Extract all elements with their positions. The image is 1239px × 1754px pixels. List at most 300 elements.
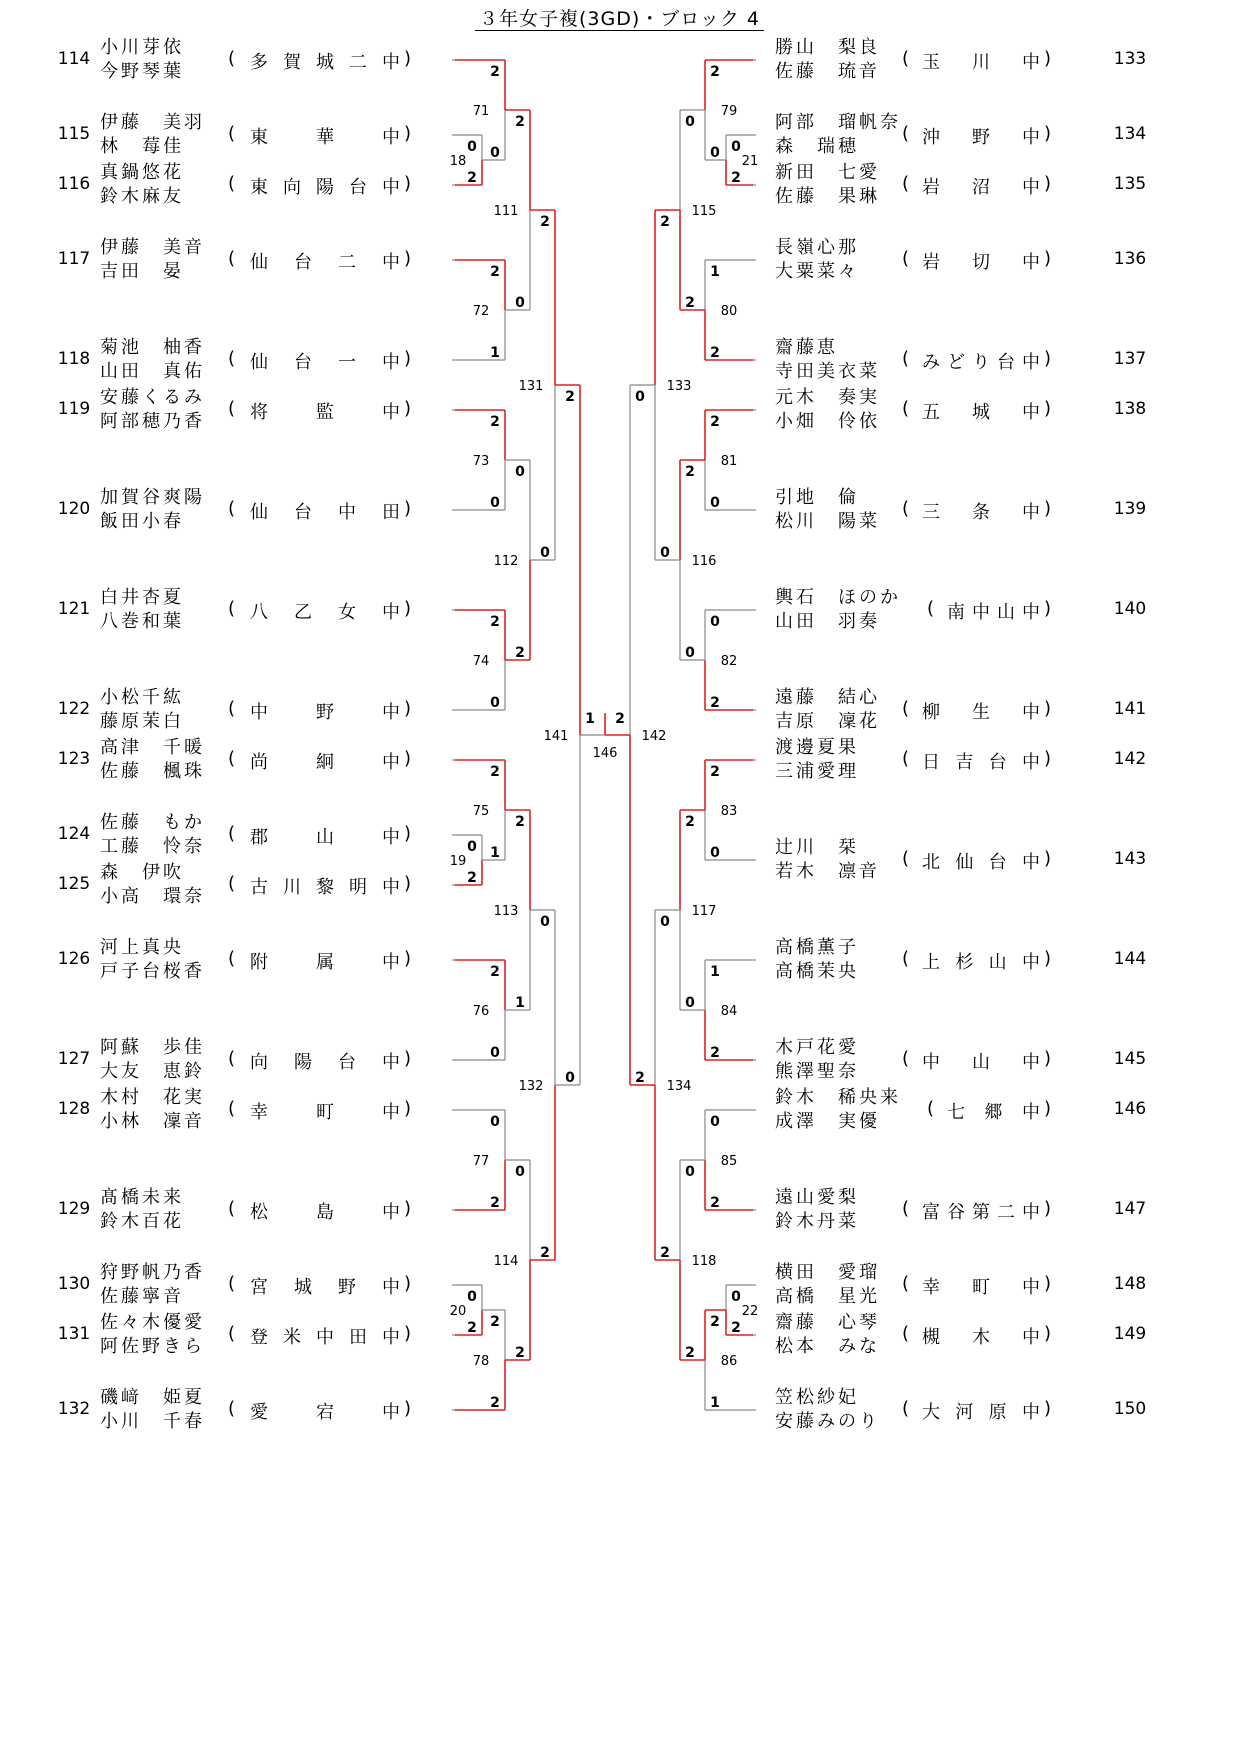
score-top: 0 bbox=[710, 1114, 720, 1130]
match-number: 73 bbox=[472, 454, 490, 469]
entry-number: 138 bbox=[1113, 399, 1147, 419]
player-2: 松本 みな bbox=[775, 1336, 880, 1357]
paren-close: ) bbox=[404, 823, 412, 844]
score-top: 0 bbox=[515, 464, 525, 480]
paren-open: ( bbox=[902, 173, 910, 194]
paren-close: ) bbox=[1044, 173, 1052, 194]
entry-number: 133 bbox=[1113, 49, 1147, 69]
paren-open: ( bbox=[927, 598, 935, 619]
school-text: 岩切中 bbox=[922, 252, 1040, 273]
score-top: 0 bbox=[660, 914, 670, 930]
player-1: 阿部 瑠帆奈 bbox=[775, 112, 901, 133]
score-top: 2 bbox=[685, 814, 695, 830]
score-top: 2 bbox=[490, 64, 500, 80]
paren-close: ) bbox=[1044, 598, 1052, 619]
player-1: 森 伊吹 bbox=[100, 862, 184, 883]
score-top: 2 bbox=[660, 214, 670, 230]
paren-open: ( bbox=[228, 398, 236, 419]
school-text: 多賀城二中 bbox=[250, 52, 400, 73]
player-1: 元木 奏実 bbox=[775, 387, 880, 408]
entry-number: 148 bbox=[1113, 1274, 1147, 1294]
score-bottom: 2 bbox=[515, 645, 525, 661]
match-number: 84 bbox=[720, 1004, 738, 1019]
school-text: 古川黎明中 bbox=[250, 877, 400, 898]
score-bottom: 0 bbox=[660, 545, 670, 561]
school-text: 仙台一中 bbox=[250, 352, 400, 373]
paren-close: ) bbox=[404, 1048, 412, 1069]
player-1: 齋藤恵 bbox=[775, 337, 838, 358]
paren-close: ) bbox=[1044, 123, 1052, 144]
match-number: 79 bbox=[720, 104, 738, 119]
match-number: 118 bbox=[691, 1254, 717, 1269]
score-top: 2 bbox=[685, 464, 695, 480]
match-number: 74 bbox=[472, 654, 490, 669]
school-text: 幸町中 bbox=[250, 1102, 400, 1123]
school-text: 郡山中 bbox=[250, 827, 400, 848]
score-bottom: 0 bbox=[540, 545, 550, 561]
player-2: 八巻和葉 bbox=[100, 611, 184, 632]
school-text: 愛宕中 bbox=[250, 1402, 400, 1423]
final-score-right: 2 bbox=[615, 711, 625, 727]
score-top: 0 bbox=[685, 1164, 695, 1180]
entry-number: 115 bbox=[57, 124, 91, 144]
player-1: 鈴木 稀央来 bbox=[775, 1087, 901, 1108]
score-bottom: 0 bbox=[685, 645, 695, 661]
school-text: 宮城野中 bbox=[250, 1277, 400, 1298]
player-1: 加賀谷爽陽 bbox=[100, 487, 205, 508]
paren-open: ( bbox=[228, 498, 236, 519]
match-number: 72 bbox=[472, 304, 490, 319]
player-2: 高橋茉央 bbox=[775, 961, 859, 982]
score-bottom: 1 bbox=[490, 845, 500, 861]
entry-number: 128 bbox=[57, 1099, 91, 1119]
player-2: 安藤みのり bbox=[775, 1411, 880, 1432]
score-top: 1 bbox=[710, 964, 720, 980]
paren-close: ) bbox=[404, 48, 412, 69]
player-1: 木戸花愛 bbox=[775, 1037, 859, 1058]
entry-number: 150 bbox=[1113, 1399, 1147, 1419]
school-text: 五城中 bbox=[922, 402, 1040, 423]
paren-close: ) bbox=[1044, 1048, 1052, 1069]
entry-number: 132 bbox=[57, 1399, 91, 1419]
score-bottom: 2 bbox=[490, 1395, 500, 1411]
paren-close: ) bbox=[404, 948, 412, 969]
score-bottom: 2 bbox=[710, 1195, 720, 1211]
match-number: 83 bbox=[720, 804, 738, 819]
match-number: 20 bbox=[449, 1304, 467, 1319]
score-bottom: 2 bbox=[710, 1045, 720, 1061]
player-2: 藤原茉白 bbox=[100, 711, 184, 732]
player-2: 吉田 晏 bbox=[100, 261, 184, 282]
entry-number: 131 bbox=[57, 1324, 91, 1344]
score-bottom: 0 bbox=[490, 495, 500, 511]
score-bottom: 1 bbox=[710, 1395, 720, 1411]
player-1: 伊藤 美羽 bbox=[100, 112, 205, 133]
score-bottom: 0 bbox=[685, 995, 695, 1011]
player-1: 笠松紗妃 bbox=[775, 1387, 859, 1408]
score-bottom: 2 bbox=[685, 1345, 695, 1361]
score-bottom: 2 bbox=[467, 1320, 477, 1336]
paren-open: ( bbox=[902, 1048, 910, 1069]
score-bottom: 0 bbox=[710, 145, 720, 161]
player-2: 若木 凛音 bbox=[775, 861, 880, 882]
school-text: 中野中 bbox=[250, 702, 400, 723]
player-1: 木村 花実 bbox=[100, 1087, 205, 1108]
paren-close: ) bbox=[404, 748, 412, 769]
paren-close: ) bbox=[404, 398, 412, 419]
paren-open: ( bbox=[902, 48, 910, 69]
paren-open: ( bbox=[228, 1273, 236, 1294]
player-2: 寺田美衣菜 bbox=[775, 361, 880, 382]
match-number: 19 bbox=[449, 854, 467, 869]
paren-close: ) bbox=[1044, 398, 1052, 419]
match-number: 81 bbox=[720, 454, 738, 469]
paren-open: ( bbox=[228, 48, 236, 69]
final-match-number: 146 bbox=[592, 746, 618, 761]
match-number: 78 bbox=[472, 1354, 490, 1369]
paren-open: ( bbox=[228, 1098, 236, 1119]
school-text: 槻木中 bbox=[922, 1327, 1040, 1348]
paren-open: ( bbox=[902, 698, 910, 719]
school-text: 中山中 bbox=[922, 1052, 1040, 1073]
school-text: 仙台二中 bbox=[250, 252, 400, 273]
match-number: 132 bbox=[518, 1079, 544, 1094]
match-number: 22 bbox=[741, 1304, 759, 1319]
score-top: 1 bbox=[710, 264, 720, 280]
player-1: 勝山 梨良 bbox=[775, 37, 880, 58]
entry-number: 123 bbox=[57, 749, 91, 769]
paren-close: ) bbox=[404, 1323, 412, 1344]
match-number: 113 bbox=[493, 904, 519, 919]
player-2: 佐藤寧音 bbox=[100, 1286, 184, 1307]
player-2: 小高 環奈 bbox=[100, 886, 205, 907]
player-2: 工藤 怜奈 bbox=[100, 836, 205, 857]
paren-close: ) bbox=[404, 1273, 412, 1294]
paren-open: ( bbox=[902, 123, 910, 144]
score-bottom: 2 bbox=[710, 695, 720, 711]
score-bottom: 2 bbox=[540, 1245, 550, 1261]
paren-close: ) bbox=[1044, 348, 1052, 369]
match-number: 134 bbox=[666, 1079, 692, 1094]
player-2: 大粟菜々 bbox=[775, 261, 859, 282]
player-2: 阿佐野きら bbox=[100, 1336, 205, 1357]
entry-number: 135 bbox=[1113, 174, 1147, 194]
entry-number: 149 bbox=[1113, 1324, 1147, 1344]
paren-close: ) bbox=[404, 498, 412, 519]
player-2: 熊澤聖奈 bbox=[775, 1061, 859, 1082]
paren-open: ( bbox=[927, 1098, 935, 1119]
player-2: 小畑 伶依 bbox=[775, 411, 880, 432]
player-2: 小川 千春 bbox=[100, 1411, 205, 1432]
score-top: 2 bbox=[490, 964, 500, 980]
paren-open: ( bbox=[228, 873, 236, 894]
paren-open: ( bbox=[228, 123, 236, 144]
player-2: 今野琴葉 bbox=[100, 61, 184, 82]
school-text: 幸町中 bbox=[922, 1277, 1040, 1298]
score-top: 2 bbox=[515, 814, 525, 830]
paren-open: ( bbox=[228, 823, 236, 844]
player-1: 真鍋悠花 bbox=[100, 162, 184, 183]
match-number: 71 bbox=[472, 104, 490, 119]
entry-number: 134 bbox=[1113, 124, 1147, 144]
paren-open: ( bbox=[228, 698, 236, 719]
player-2: 成澤 実優 bbox=[775, 1111, 880, 1132]
match-number: 131 bbox=[518, 379, 544, 394]
paren-close: ) bbox=[404, 698, 412, 719]
paren-close: ) bbox=[1044, 248, 1052, 269]
paren-open: ( bbox=[228, 248, 236, 269]
paren-open: ( bbox=[902, 498, 910, 519]
entry-number: 118 bbox=[57, 349, 91, 369]
match-number: 142 bbox=[641, 729, 667, 744]
score-bottom: 2 bbox=[467, 870, 477, 886]
paren-close: ) bbox=[1044, 1273, 1052, 1294]
paren-close: ) bbox=[1044, 1098, 1052, 1119]
score-top: 0 bbox=[710, 614, 720, 630]
player-1: 佐藤 もか bbox=[100, 812, 205, 833]
player-2: 吉原 凜花 bbox=[775, 711, 880, 732]
match-number: 133 bbox=[666, 379, 692, 394]
school-text: 東向陽台中 bbox=[250, 177, 400, 198]
paren-close: ) bbox=[1044, 1398, 1052, 1419]
match-number: 117 bbox=[691, 904, 717, 919]
score-top: 0 bbox=[731, 139, 741, 155]
score-bottom: 2 bbox=[731, 170, 741, 186]
player-1: 辻川 栞 bbox=[775, 837, 859, 858]
entry-number: 147 bbox=[1113, 1199, 1147, 1219]
page-title: ３年女子複(3GD)・ブロック 4 bbox=[0, 4, 1239, 31]
score-bottom: 2 bbox=[635, 1070, 645, 1086]
match-number: 75 bbox=[472, 804, 490, 819]
paren-open: ( bbox=[902, 948, 910, 969]
score-bottom: 0 bbox=[490, 1045, 500, 1061]
score-top: 0 bbox=[635, 389, 645, 405]
player-1: 小松千紘 bbox=[100, 687, 184, 708]
paren-close: ) bbox=[404, 348, 412, 369]
match-number: 76 bbox=[472, 1004, 490, 1019]
paren-open: ( bbox=[902, 348, 910, 369]
school-text: 将監中 bbox=[250, 402, 400, 423]
player-1: 佐々木優愛 bbox=[100, 1312, 205, 1333]
score-top: 0 bbox=[685, 114, 695, 130]
score-bottom: 2 bbox=[515, 1345, 525, 1361]
school-text: 八乙女中 bbox=[250, 602, 400, 623]
school-text: 登米中田中 bbox=[250, 1327, 400, 1348]
school-text: 南中山中 bbox=[947, 602, 1040, 623]
paren-close: ) bbox=[404, 248, 412, 269]
paren-open: ( bbox=[902, 398, 910, 419]
entry-number: 136 bbox=[1113, 249, 1147, 269]
player-2: 戸子台桜香 bbox=[100, 961, 205, 982]
entry-number: 142 bbox=[1113, 749, 1147, 769]
match-number: 115 bbox=[691, 204, 717, 219]
player-2: 阿部穂乃香 bbox=[100, 411, 205, 432]
entry-number: 143 bbox=[1113, 849, 1147, 869]
entry-number: 129 bbox=[57, 1199, 91, 1219]
score-bottom: 2 bbox=[490, 1195, 500, 1211]
entry-number: 119 bbox=[57, 399, 91, 419]
player-2: 大友 恵鈴 bbox=[100, 1061, 205, 1082]
score-bottom: 0 bbox=[490, 695, 500, 711]
paren-close: ) bbox=[404, 1398, 412, 1419]
score-top: 2 bbox=[490, 414, 500, 430]
score-bottom: 0 bbox=[490, 145, 500, 161]
score-bottom: 2 bbox=[660, 1245, 670, 1261]
school-text: 松島中 bbox=[250, 1202, 400, 1223]
entry-number: 146 bbox=[1113, 1099, 1147, 1119]
player-1: 安藤くるみ bbox=[100, 387, 205, 408]
paren-open: ( bbox=[228, 748, 236, 769]
player-1: 長嶺心那 bbox=[775, 237, 859, 258]
score-bottom: 0 bbox=[710, 845, 720, 861]
score-top: 2 bbox=[565, 389, 575, 405]
player-2: 鈴木百花 bbox=[100, 1211, 184, 1232]
player-2: 松川 陽菜 bbox=[775, 511, 880, 532]
score-bottom: 2 bbox=[685, 295, 695, 311]
match-number: 111 bbox=[493, 204, 519, 219]
entry-number: 120 bbox=[57, 499, 91, 519]
entry-number: 145 bbox=[1113, 1049, 1147, 1069]
player-1: 髙橋未来 bbox=[100, 1187, 184, 1208]
score-top: 0 bbox=[467, 839, 477, 855]
paren-open: ( bbox=[228, 598, 236, 619]
entry-number: 116 bbox=[57, 174, 91, 194]
player-1: 新田 七愛 bbox=[775, 162, 880, 183]
player-2: 林 莓佳 bbox=[100, 136, 184, 157]
player-1: 小川芽依 bbox=[100, 37, 184, 58]
paren-close: ) bbox=[404, 598, 412, 619]
paren-close: ) bbox=[1044, 1323, 1052, 1344]
player-2: 山田 羽奏 bbox=[775, 611, 880, 632]
player-2: 三浦愛理 bbox=[775, 761, 859, 782]
school-text: 七郷中 bbox=[947, 1102, 1040, 1123]
score-top: 2 bbox=[710, 64, 720, 80]
paren-open: ( bbox=[902, 1398, 910, 1419]
entry-number: 127 bbox=[57, 1049, 91, 1069]
entry-number: 140 bbox=[1113, 599, 1147, 619]
paren-open: ( bbox=[902, 1273, 910, 1294]
match-number: 18 bbox=[449, 154, 467, 169]
player-2: 山田 真佑 bbox=[100, 361, 205, 382]
score-top: 0 bbox=[490, 1114, 500, 1130]
paren-close: ) bbox=[404, 123, 412, 144]
player-1: 磯﨑 姫夏 bbox=[100, 1387, 205, 1408]
player-1: 白井杏夏 bbox=[100, 587, 184, 608]
match-number: 86 bbox=[720, 1354, 738, 1369]
player-1: 横田 愛瑠 bbox=[775, 1262, 880, 1283]
score-bottom: 0 bbox=[515, 295, 525, 311]
entry-number: 137 bbox=[1113, 349, 1147, 369]
score-top: 0 bbox=[540, 914, 550, 930]
paren-close: ) bbox=[404, 1198, 412, 1219]
match-number: 21 bbox=[741, 154, 759, 169]
school-text: 岩沼中 bbox=[922, 177, 1040, 198]
school-text: 東華中 bbox=[250, 127, 400, 148]
score-top: 0 bbox=[467, 139, 477, 155]
player-2: 鈴木丹菜 bbox=[775, 1211, 859, 1232]
entry-number: 130 bbox=[57, 1274, 91, 1294]
score-top: 2 bbox=[710, 1314, 720, 1330]
score-bottom: 1 bbox=[515, 995, 525, 1011]
player-2: 高橋 星光 bbox=[775, 1286, 880, 1307]
player-1: 阿蘇 歩佳 bbox=[100, 1037, 205, 1058]
entry-number: 124 bbox=[57, 824, 91, 844]
player-1: 伊藤 美音 bbox=[100, 237, 205, 258]
score-bottom: 0 bbox=[565, 1070, 575, 1086]
paren-open: ( bbox=[228, 1323, 236, 1344]
school-text: 三条中 bbox=[922, 502, 1040, 523]
paren-open: ( bbox=[902, 1323, 910, 1344]
player-1: 菊池 柚香 bbox=[100, 337, 205, 358]
player-2: 佐藤 琉音 bbox=[775, 61, 880, 82]
paren-close: ) bbox=[404, 1098, 412, 1119]
school-text: 柳生中 bbox=[922, 702, 1040, 723]
school-text: 尚絅中 bbox=[250, 752, 400, 773]
paren-open: ( bbox=[228, 1198, 236, 1219]
paren-open: ( bbox=[228, 348, 236, 369]
school-text: 北仙台中 bbox=[922, 852, 1040, 873]
player-1: 狩野帆乃香 bbox=[100, 1262, 205, 1283]
score-top: 2 bbox=[490, 614, 500, 630]
school-text: 仙台中田 bbox=[250, 502, 400, 523]
player-2: 佐藤 楓珠 bbox=[100, 761, 205, 782]
score-bottom: 2 bbox=[467, 170, 477, 186]
school-text: みどり台中 bbox=[922, 352, 1040, 373]
match-number: 116 bbox=[691, 554, 717, 569]
paren-open: ( bbox=[228, 1398, 236, 1419]
paren-close: ) bbox=[1044, 848, 1052, 869]
player-1: 齋藤 心琴 bbox=[775, 1312, 880, 1333]
player-1: 遠山愛梨 bbox=[775, 1187, 859, 1208]
entry-number: 144 bbox=[1113, 949, 1147, 969]
entry-number: 117 bbox=[57, 249, 91, 269]
score-bottom: 0 bbox=[710, 495, 720, 511]
player-1: 河上真央 bbox=[100, 937, 184, 958]
paren-close: ) bbox=[1044, 1198, 1052, 1219]
paren-open: ( bbox=[228, 948, 236, 969]
paren-close: ) bbox=[1044, 48, 1052, 69]
match-number: 112 bbox=[493, 554, 519, 569]
player-1: 遠藤 結心 bbox=[775, 687, 880, 708]
score-top: 0 bbox=[515, 1164, 525, 1180]
score-top: 0 bbox=[731, 1289, 741, 1305]
entry-number: 114 bbox=[57, 49, 91, 69]
school-text: 富谷第二中 bbox=[922, 1202, 1040, 1223]
score-top: 2 bbox=[490, 1314, 500, 1330]
player-1: 高橋薫子 bbox=[775, 937, 859, 958]
score-top: 2 bbox=[490, 764, 500, 780]
score-top: 2 bbox=[515, 114, 525, 130]
paren-open: ( bbox=[228, 1048, 236, 1069]
score-bottom: 2 bbox=[710, 345, 720, 361]
player-1: 引地 倫 bbox=[775, 487, 859, 508]
school-text: 沖野中 bbox=[922, 127, 1040, 148]
entry-number: 126 bbox=[57, 949, 91, 969]
score-top: 2 bbox=[710, 764, 720, 780]
school-text: 向陽台中 bbox=[250, 1052, 400, 1073]
paren-open: ( bbox=[902, 248, 910, 269]
player-2: 佐藤 果琳 bbox=[775, 186, 880, 207]
match-number: 82 bbox=[720, 654, 738, 669]
entry-number: 141 bbox=[1113, 699, 1147, 719]
player-1: 渡邊夏果 bbox=[775, 737, 859, 758]
paren-close: ) bbox=[404, 873, 412, 894]
paren-close: ) bbox=[1044, 698, 1052, 719]
player-2: 森 瑞穂 bbox=[775, 136, 859, 157]
school-text: 日吉台中 bbox=[922, 752, 1040, 773]
paren-open: ( bbox=[902, 848, 910, 869]
match-number: 114 bbox=[493, 1254, 519, 1269]
